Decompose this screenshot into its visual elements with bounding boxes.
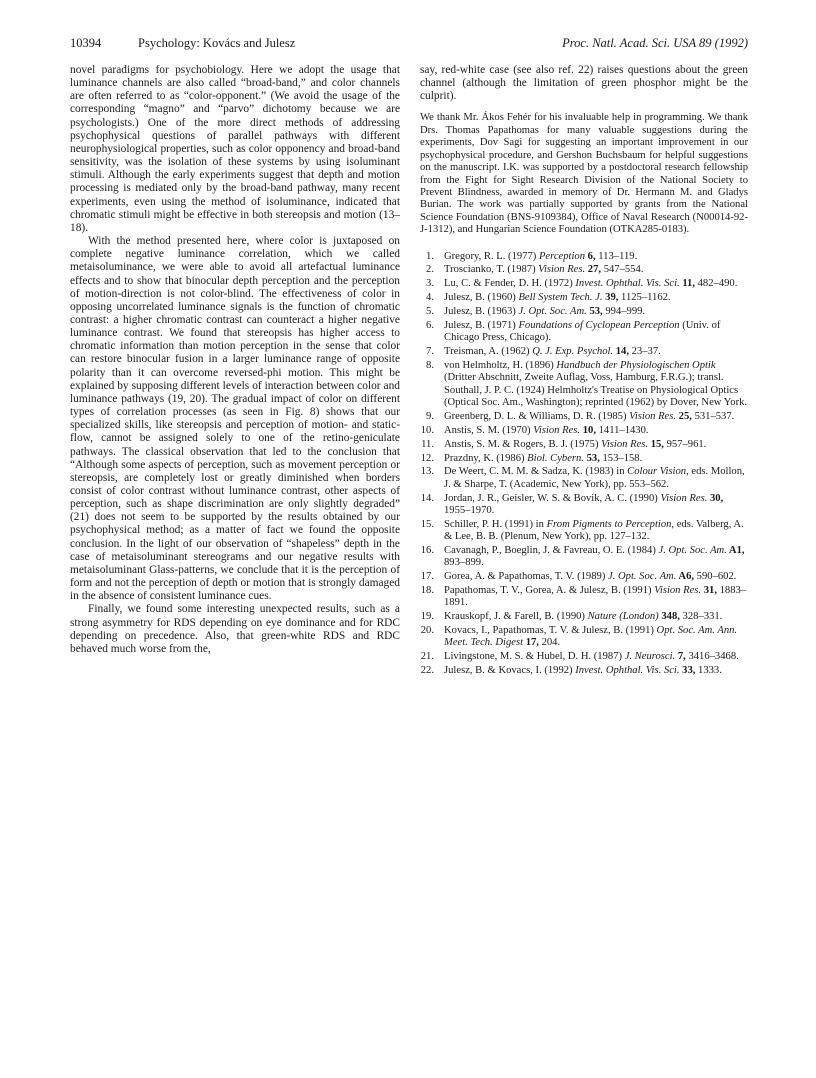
reference-number: 19. bbox=[420, 611, 434, 623]
reference-pages: 482–490. bbox=[694, 278, 738, 290]
body-paragraph: novel paradigms for psychobiology. Here we adopt the usage that luminance channels are also called “broad-band,” and color channels are often referred to as “color-opponent.” (We avoid the usage of the corresponding “magno” and “parvo” dichotomy because we are psychologists.) One of the more direct methods of addressing psychophysical questions of parallel pathways with different neurophysiological properties, such as color opponency and broad-band sensitivity, was the isolation of these systems by using isoluminant stimuli. Although the early experiments suggest that depth and motion processing is mediated only by the broad-band pathway, many recent experiments, even using the method of isoluminance, indicated that chromatic stimuli might be effective in both stereopsis and motion (13–18). bbox=[70, 64, 400, 234]
reference-source: Opt. Soc. Am. Ann. Meet. Tech. Digest bbox=[444, 625, 738, 649]
reference-source: Colour Vision bbox=[627, 466, 687, 478]
reference-number: 16. bbox=[420, 544, 434, 556]
reference-number: 6. bbox=[426, 319, 434, 331]
reference-authors: Treisman, A. (1962) bbox=[444, 346, 533, 358]
reference-pages: 590–602. bbox=[694, 571, 737, 583]
reference-pages: 994–999. bbox=[602, 306, 646, 318]
reference-source: Vision Res. bbox=[654, 585, 702, 597]
reference-item bbox=[420, 306, 748, 318]
reference-item bbox=[420, 360, 748, 409]
reference-source: Q. J. Exp. Psychol. bbox=[532, 346, 614, 358]
reference-pages: 1411–1430. bbox=[595, 424, 649, 436]
reference-source: J. Opt. Soc. Am. bbox=[518, 306, 587, 318]
reference-source: Nature (London) bbox=[587, 611, 659, 623]
reference-number: 1. bbox=[426, 250, 434, 262]
reference-authors: Lu, C. & Fender, D. H. (1972) bbox=[444, 278, 576, 290]
reference-number: 5. bbox=[426, 306, 434, 318]
reference-number: 10. bbox=[420, 424, 434, 436]
reference-item bbox=[420, 625, 748, 650]
reference-volume: 25, bbox=[676, 410, 692, 422]
reference-authors: Krauskopf, J. & Farell, B. (1990) bbox=[444, 611, 588, 623]
reference-source: Handbuch der Physiologischen Optik bbox=[556, 360, 716, 372]
journal-citation: Proc. Natl. Acad. Sci. USA 89 (1992) bbox=[562, 36, 748, 50]
reference-source: From Pigments to Perception bbox=[546, 518, 672, 530]
reference-authors: Julesz, B. (1971) bbox=[444, 319, 519, 331]
reference-volume: 14, bbox=[613, 346, 629, 358]
body-paragraph: Finally, we found some interesting unexpected results, such as a strong asymmetry for RDS depending on eye dominance and for RDC depending on precedence. Also, that green-white RDS and RDC behaved much worse from the, bbox=[70, 603, 400, 655]
reference-authors: Julesz, B. (1963) bbox=[444, 306, 519, 318]
reference-pages: 23–37. bbox=[628, 346, 661, 358]
reference-authors: Troscianko, T. (1987) bbox=[444, 264, 539, 276]
body-paragraph: With the method presented here, where color is juxtaposed on complete negative luminance correlation, which we called metaisoluminance, we were able to avoid all artefactual luminance effects and to show that binocular depth perception and the perception of motion-direction is not color-blind. The effectiveness of color in opposing uncorrelated luminance signals is the function of chromatic contrast: a higher chromatic contrast can counteract a higher negative luminance contrast. We found that stereopsis has higher access to chromatic information than motion perception in the sense that color can restore binocular fusion in a larger luminance range of opposite polarity than it can overcome reversed-phi motion. This might be explained by supposing different levels of interaction between color and luminance pathways (19, 20). The gradual impact of color on different types of correlation processes (as seen in Fig. 8) shows that our specialized skills, like stereopsis and perception of motion- and static-flow, cannot be assigned solely to one of the retino-geniculate pathways. The classical observation that led to the conclusion that “Although some aspects of perception, such as movement perception or stereopsis, are completely lost or greatly diminished when borders consist of color contrast without luminance contrast, other aspects of perception, such as shape discrimination are only slightly degraded” (21) does not seem to be supported by the results obtained by our psychophysical method; as a matter of fact we found the opposite conclusion. In the light of our observation of “shapeless” depth in the case of metaisoluminant stereograms and our negative results with metaisoluminant Glass-patterns, we conclude that it is the perception of form and not the perception of depth or motion that is strongly damaged in the absence of consistent luminance cues. bbox=[70, 235, 400, 603]
reference-authors: Greenberg, D. L. & Williams, D. R. (1985) bbox=[444, 410, 630, 422]
reference-volume: A1, bbox=[726, 544, 745, 556]
reference-item bbox=[420, 585, 748, 610]
reference-item bbox=[420, 251, 748, 263]
reference-volume: 348, bbox=[658, 611, 680, 623]
reference-number: 20. bbox=[420, 625, 434, 637]
reference-number: 21. bbox=[420, 651, 434, 663]
reference-authors: Anstis, S. M. & Rogers, B. J. (1975) bbox=[444, 438, 602, 450]
reference-volume: 53, bbox=[586, 306, 603, 318]
reference-source: Foundations of Cyclopean Perception bbox=[518, 319, 680, 331]
reference-item bbox=[420, 264, 748, 276]
reference-source: Biol. Cybern. bbox=[527, 452, 584, 464]
reference-number: 12. bbox=[420, 452, 434, 464]
reference-pages: 547–554. bbox=[601, 264, 644, 276]
reference-pages: (Univ. of Chicago Press, Chicago). bbox=[444, 319, 721, 344]
reference-source: Perception bbox=[538, 250, 586, 262]
reference-pages: 153–158. bbox=[599, 452, 643, 464]
reference-volume: 7, bbox=[675, 651, 686, 663]
reference-source: Invest. Ophthal. Vis. Sci. bbox=[575, 665, 680, 677]
reference-item bbox=[420, 346, 748, 358]
reference-pages: 1333. bbox=[695, 665, 722, 677]
reference-number: 15. bbox=[420, 518, 434, 530]
page-header bbox=[70, 36, 748, 54]
right-column bbox=[420, 64, 748, 679]
reference-pages: (Dritter Abschnitt, Zweite Auflag, Voss, Hamburg, F.R.G.); transl. Southall, J. P. C. (1924) Helmholtz's Treatise on Physiological Optics (Optical Soc. Am., Washington); reprinted (1962) by Dover, New York. bbox=[444, 372, 748, 408]
left-column bbox=[70, 64, 400, 656]
reference-item bbox=[420, 278, 748, 290]
reference-number: 14. bbox=[420, 492, 434, 504]
reference-authors: Prazdny, K. (1986) bbox=[444, 452, 528, 464]
reference-pages: 3416–3468. bbox=[685, 651, 739, 663]
reference-volume: 11, bbox=[679, 278, 695, 290]
reference-item bbox=[420, 292, 748, 304]
reference-authors: Gregory, R. L. (1977) bbox=[444, 250, 539, 262]
reference-source: Vision Res. bbox=[601, 438, 649, 450]
reference-item bbox=[420, 519, 748, 544]
reference-volume: 27, bbox=[585, 264, 602, 276]
reference-number: 22. bbox=[420, 665, 434, 677]
reference-item bbox=[420, 611, 748, 623]
reference-volume: 31, bbox=[701, 585, 717, 597]
acknowledgment: We thank Mr. Ákos Fehér for his invaluable help in programming. We thank Drs. Thomas Papathomas for many valuable suggestions during the experiments, Dov Sagi for suggesting an important improvement in our psychophysical procedure, and Gershon Buchsbaum for helpful suggestions on the manuscript. I.K. was supported by a postdoctoral research fellowship from the Fight for Sight Research Division of the National Society to Prevent Blindness, awarded in memory of Dr. Hermann M. and Gladys Burian. The work was partially supported by grants from the National Science Foundation (BNS-9109384), Office of Naval Research (N00014-92-J-1312), and Hungarian Science Foundation (OTKA285-0183). bbox=[420, 112, 748, 236]
reference-item bbox=[420, 651, 748, 663]
reference-source: J. Opt. Soc. Am. bbox=[658, 544, 727, 556]
reference-pages: 328–331. bbox=[679, 611, 723, 623]
reference-authors: Kovacs, I., Papathomas, T. V. & Julesz, B. (1991) bbox=[444, 625, 657, 637]
reference-number: 18. bbox=[420, 585, 434, 597]
reference-number: 8. bbox=[426, 360, 434, 372]
reference-source: Invest. Ophthal. Vis. Sci. bbox=[575, 278, 680, 290]
reference-number: 7. bbox=[426, 346, 434, 358]
reference-authors: Julesz, B. (1960) bbox=[444, 292, 519, 304]
reference-number: 13. bbox=[420, 466, 434, 478]
reference-number: 9. bbox=[426, 410, 434, 422]
reference-authors: Anstis, S. M. (1970) bbox=[444, 424, 534, 436]
reference-pages: 531–537. bbox=[691, 410, 735, 422]
reference-pages: 1955–1970. bbox=[444, 504, 495, 516]
reference-authors: Cavanagh, P., Boeglin, J. & Favreau, O. E. (1984) bbox=[444, 544, 659, 556]
reference-number: 17. bbox=[420, 571, 434, 583]
reference-item bbox=[420, 411, 748, 423]
reference-volume: A6, bbox=[676, 571, 695, 583]
reference-item bbox=[420, 453, 748, 465]
reference-item bbox=[420, 425, 748, 437]
reference-pages: 204. bbox=[538, 637, 561, 649]
reference-volume: 33, bbox=[679, 665, 696, 677]
reference-number: 2. bbox=[426, 264, 434, 276]
reference-pages: 893–899. bbox=[444, 557, 484, 569]
reference-source: J. Neurosci. bbox=[624, 651, 676, 663]
reference-volume: 15, bbox=[648, 438, 664, 450]
reference-pages: , eds. Mollon, J. & Sharpe, T. (Academic, New York), pp. 553–562. bbox=[444, 466, 745, 490]
reference-authors: De Weert, C. M. M. & Sadza, K. (1983) in bbox=[444, 466, 628, 478]
reference-authors: Jordan, J. R., Geisler, W. S. & Bovik, A. C. (1990) bbox=[444, 492, 661, 504]
reference-source: Bell System Tech. J. bbox=[518, 292, 603, 304]
reference-source: Vision Res. bbox=[533, 424, 581, 436]
reference-item bbox=[420, 545, 748, 570]
reference-number: 4. bbox=[426, 292, 434, 304]
reference-volume: 17, bbox=[523, 637, 539, 649]
reference-volume: 6, bbox=[585, 250, 596, 262]
reference-source: Vision Res. bbox=[660, 492, 708, 504]
reference-source: J. Opt. Soc. Am. bbox=[608, 571, 677, 583]
running-title: Psychology: Kovács and Julesz bbox=[138, 36, 296, 50]
reference-item bbox=[420, 665, 748, 677]
reference-pages: , eds. Valberg, A. & Lee, B. B. (Plenum, New York), pp. 127–132. bbox=[444, 518, 744, 543]
reference-authors: Julesz, B. & Kovacs, I. (1992) bbox=[444, 665, 576, 677]
reference-number: 11. bbox=[421, 438, 434, 450]
reference-pages: 1125–1162. bbox=[618, 292, 671, 304]
reference-pages: 1883–1891. bbox=[444, 585, 747, 609]
reference-authors: Livingstone, M. S. & Hubel, D. H. (1987) bbox=[444, 651, 625, 663]
reference-source: Vision Res. bbox=[538, 264, 586, 276]
reference-item bbox=[420, 493, 748, 518]
reference-authors: von Helmholtz, H. (1896) bbox=[444, 360, 557, 372]
reference-volume: 39, bbox=[602, 292, 619, 304]
reference-item bbox=[420, 466, 748, 491]
reference-pages: 957–961. bbox=[663, 438, 707, 450]
reference-volume: 53, bbox=[583, 452, 600, 464]
reference-pages: 113–119. bbox=[595, 250, 638, 262]
reference-list bbox=[420, 251, 748, 678]
reference-number: 3. bbox=[426, 278, 434, 290]
reference-source: Vision Res. bbox=[629, 410, 677, 422]
reference-authors: Gorea, A. & Papathomas, T. V. (1989) bbox=[444, 571, 608, 583]
reference-item bbox=[420, 571, 748, 583]
page-number: 10394 bbox=[70, 36, 102, 50]
reference-item bbox=[420, 439, 748, 451]
body-paragraph: say, red-white case (see also ref. 22) raises questions about the green channel (although the limitation of green phosphor might be the culprit). bbox=[420, 64, 748, 103]
reference-authors: Papathomas, T. V., Gorea, A. & Julesz, B. (1991) bbox=[444, 585, 655, 597]
reference-volume: 10, bbox=[580, 424, 596, 436]
reference-volume: 30, bbox=[707, 492, 724, 504]
reference-authors: Schiller, P. H. (1991) in bbox=[444, 518, 547, 530]
reference-item bbox=[420, 320, 748, 345]
